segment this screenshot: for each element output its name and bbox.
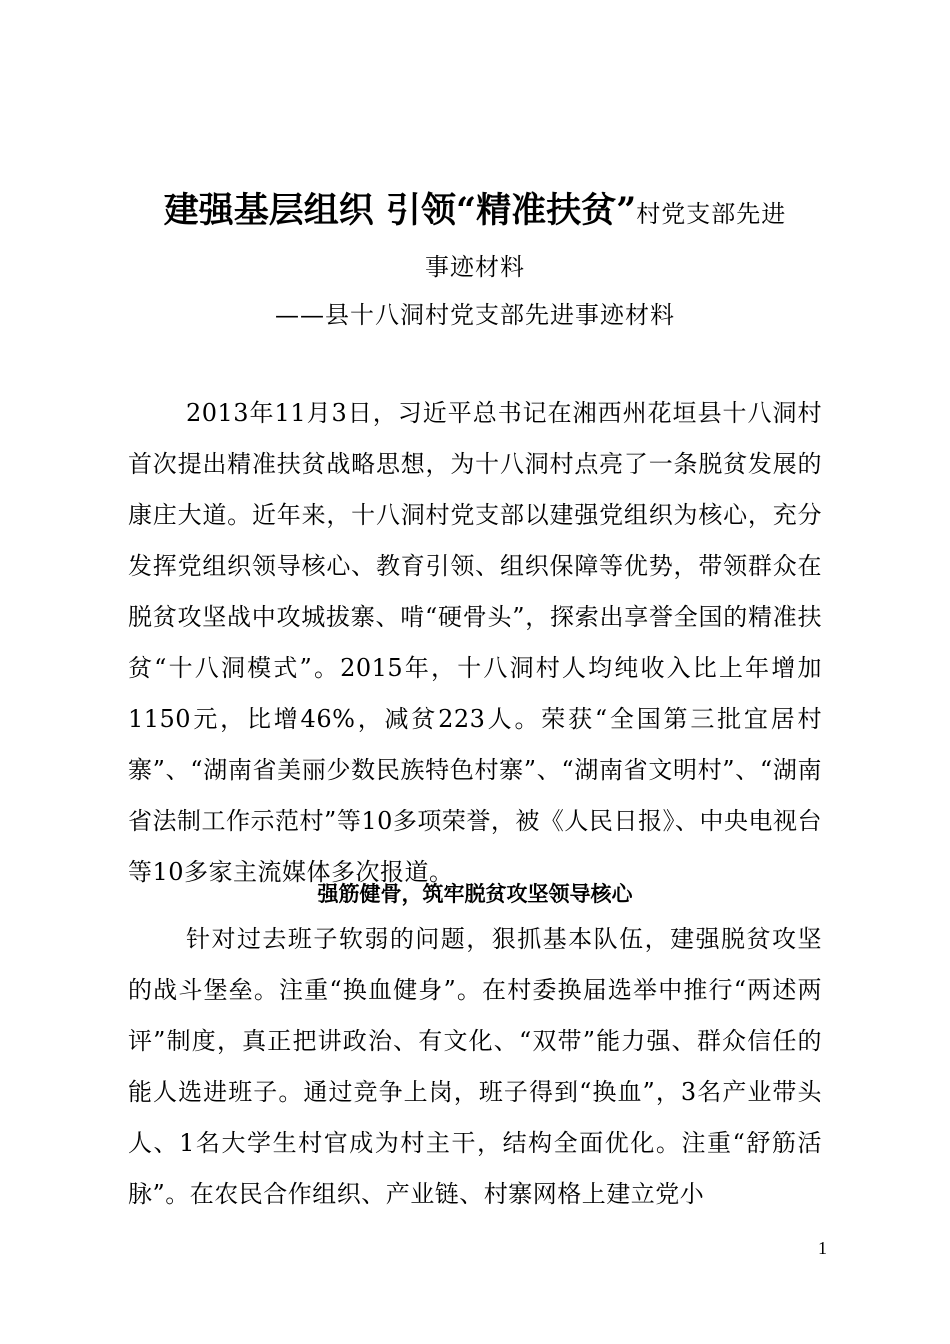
title-main: 建强基层组织 引领“精准扶贫” — [163, 190, 637, 231]
title-continuation: 事迹材料 — [425, 253, 525, 281]
intro-paragraph: 2013年11月3日，习近平总书记在湘西州花垣县十八洞村首次提出精准扶贫战略思想，为十八洞村点亮了一条脱贫发展的康庄大道。近年来，十八洞村党支部以建强党组织为核心，充分发挥党组织领导核心、教育引领、组织保障等优势，带领群众在脱贫攻坚战中攻城拔寨、啃“硬骨头”，探索出享誉全国的精准扶贫“十八洞模式”。2015年，十八洞村人均纯收入比上年增加1150元，比增46%，减贫223人。荣获“全国第三批宜居村寨”、“湖南省美丽少数民族特色村寨”、“湖南省文明村”、“湖南省法制工作示范村”等10多项荣誉，被《人民日报》、中央电视台等10多家主流媒体多次报道。 — [128, 399, 822, 886]
document-title — [128, 186, 822, 239]
section-heading: 强筋健骨，筑牢脱贫攻坚领导核心 — [317, 882, 633, 906]
title-suffix: 村党支部先进 — [636, 200, 787, 228]
page-number: 1 — [818, 1238, 827, 1258]
document-subtitle: ——县十八洞村党支部先进事迹材料 — [275, 301, 675, 329]
section-paragraph: 针对过去班子软弱的问题，狠抓基本队伍，建强脱贫攻坚的战斗堡垒。注重“换血健身”。在村委换届选举中推行“两述两评”制度，真正把讲政治、有文化、“双带”能力强、群众信任的能人选进班子。通过竞争上岗，班子得到“换血”，3名产业带头人、1名大学生村官成为村主干，结构全面优化。注重“舒筋活脉”。在农民合作组织、产业链、村寨网格上建立党小 — [128, 925, 822, 1208]
title-block — [128, 186, 822, 335]
